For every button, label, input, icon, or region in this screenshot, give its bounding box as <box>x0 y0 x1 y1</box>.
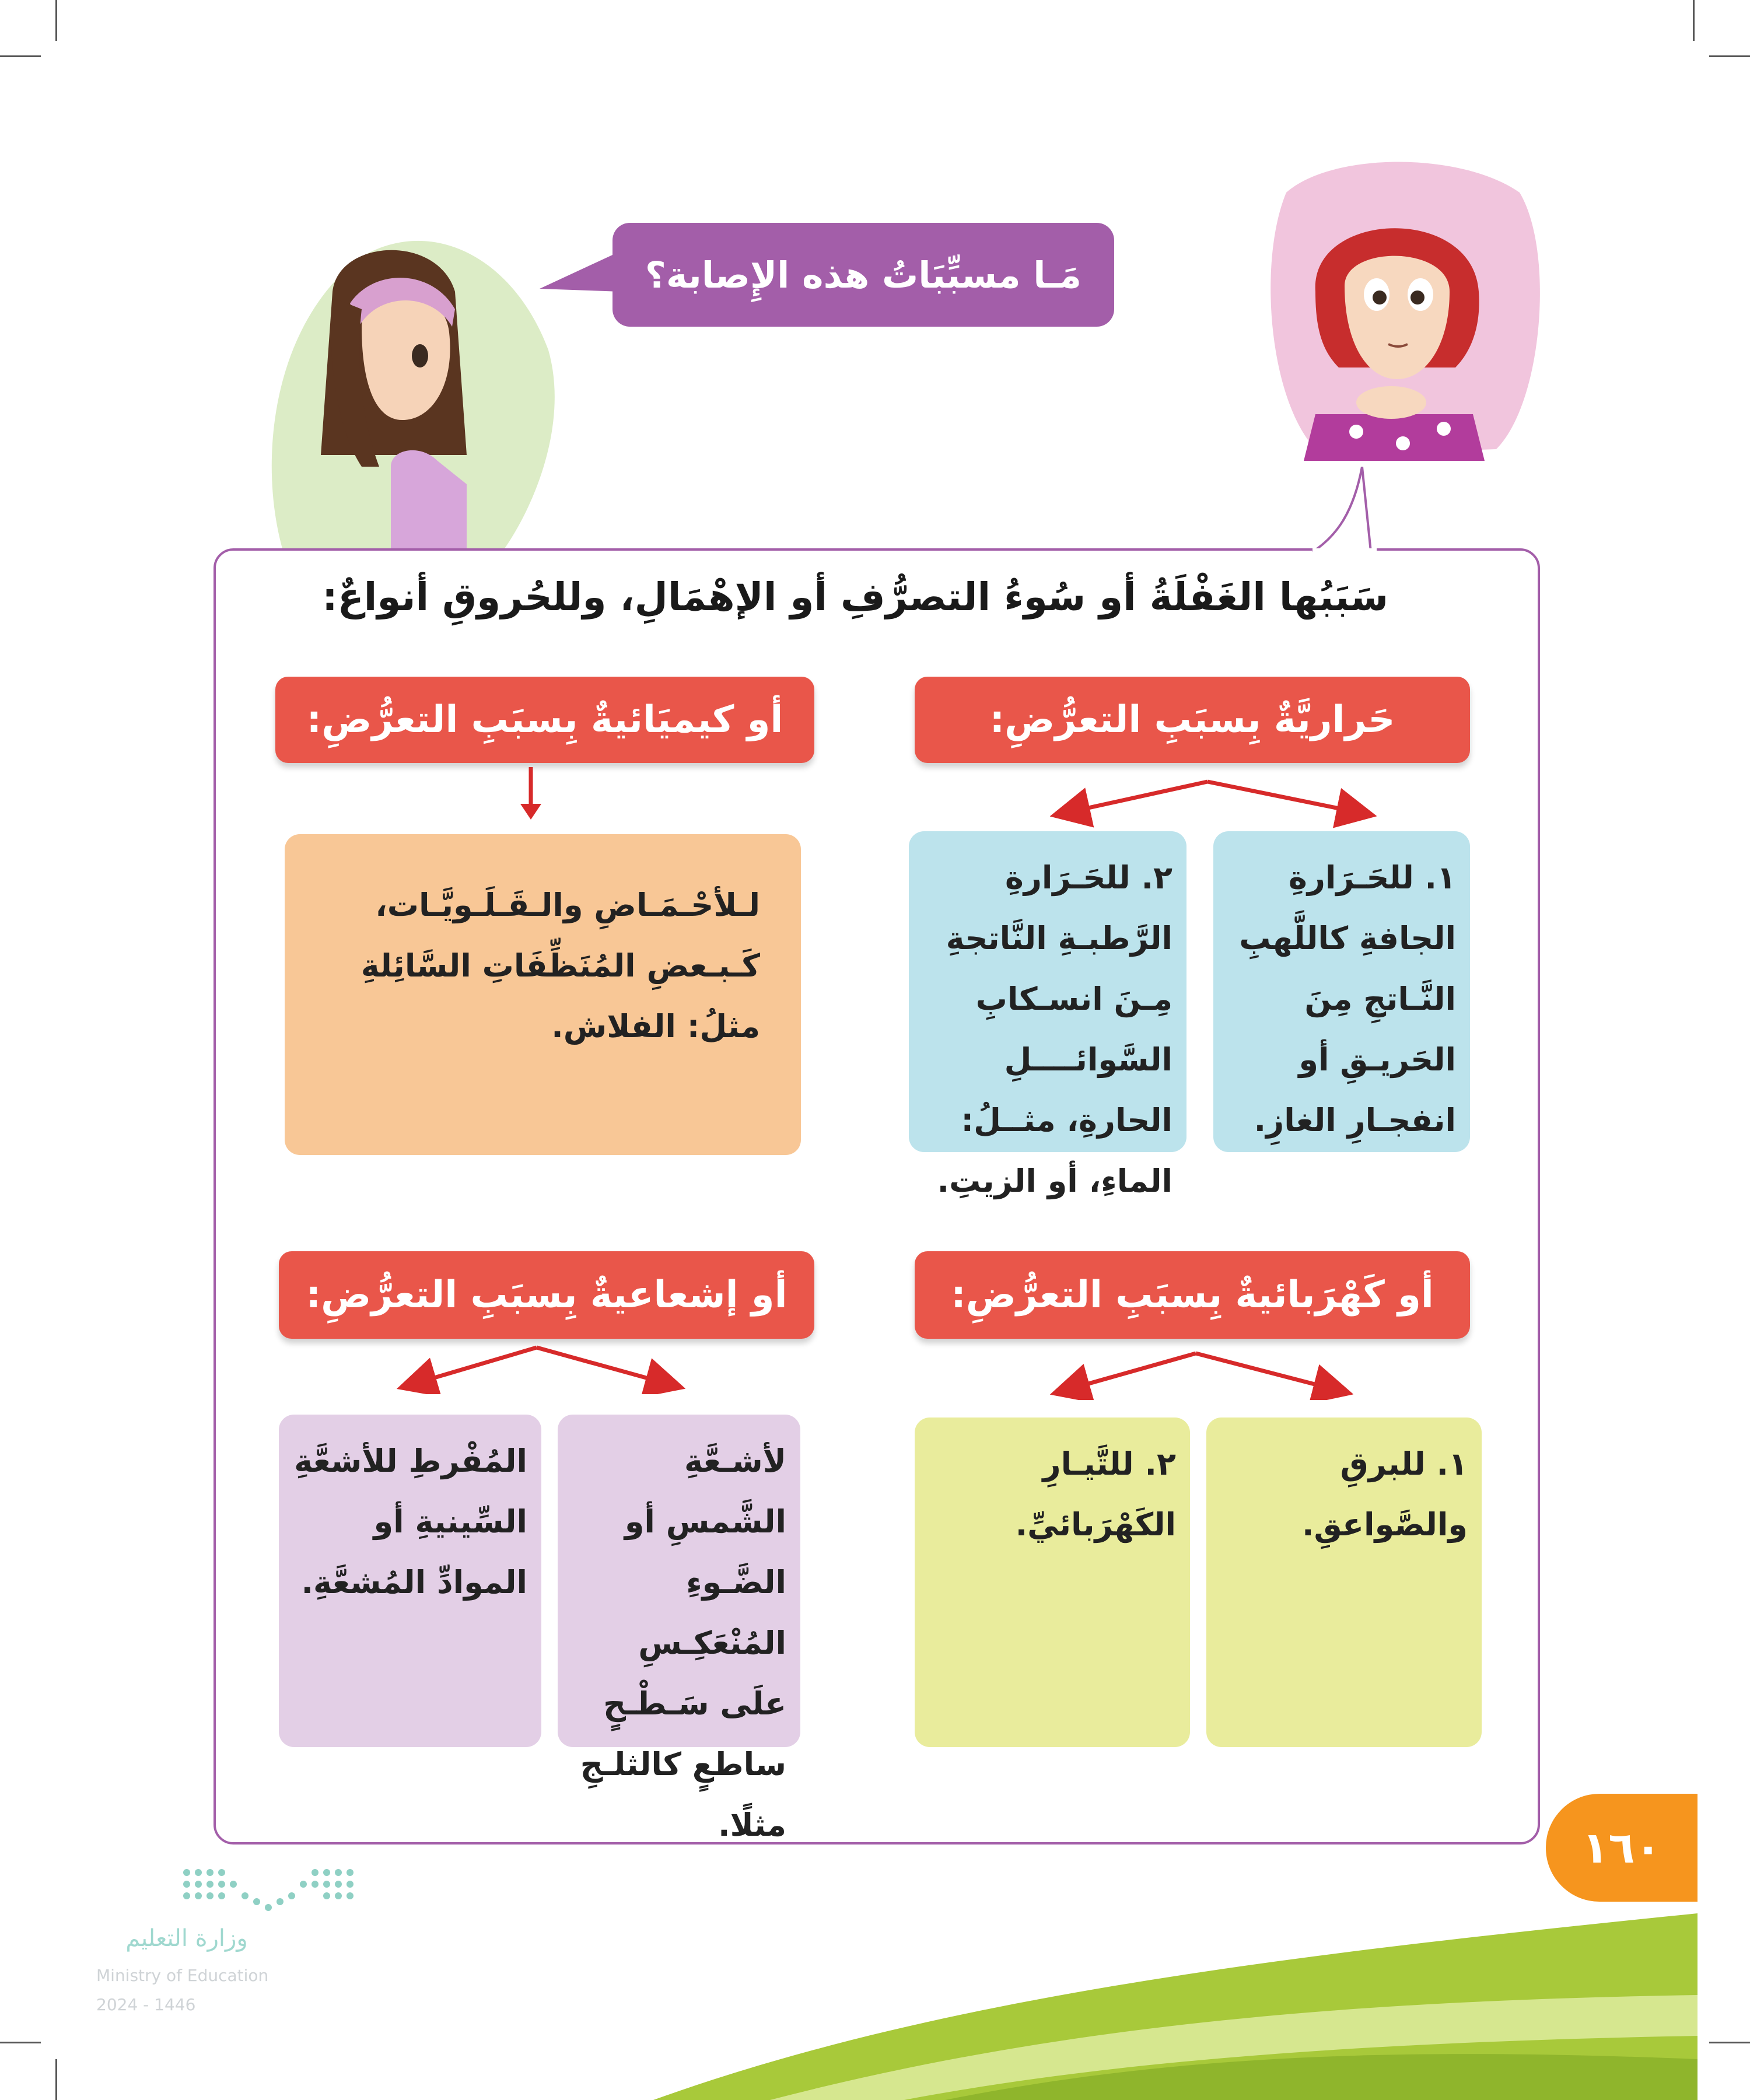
electrical-lightning-box: ١. للبرقِ والصَّواعقِ. <box>1206 1418 1482 1747</box>
radiation-sun-box: لأشـعَّةِ الشَّمسِ أو الضَّـوءِ المُنْعَكِـسِ علَى سَـطْـحٍ ساطعٍ كالثلـجِ مثلًا. <box>558 1415 800 1747</box>
split-arrow-radiation <box>397 1336 688 1394</box>
ministry-name-en: Ministry of Education <box>96 1966 269 1985</box>
frame-notch <box>1307 467 1388 554</box>
header-chemical: أو كيميَائيةٌ بِسبَبِ التعرُّضِ: <box>275 677 814 763</box>
page-number: ١٦٠ <box>1546 1794 1698 1902</box>
speech-bubble-tail <box>540 251 621 298</box>
crop-mark <box>1709 2042 1750 2043</box>
header-radiation: أو إشعاعيةٌ بِسبَبِ التعرُّضِ: <box>279 1251 814 1339</box>
chemical-box: لـلأحْـمَـاضِ والـقَـلَـويَّـات، كَـبـعضِ المُنَظِّفَاتِ السَّائِلةِ مثلُ: الفلاش. <box>285 834 801 1155</box>
split-arrow-electrical <box>1050 1342 1353 1400</box>
girl-illustration-left <box>245 210 572 560</box>
crop-mark <box>55 0 57 41</box>
decorative-swoosh <box>653 1908 1698 2100</box>
electrical-current-box: ٢. للتَّيـارِ الكَهْرَبائيِّ. <box>915 1418 1190 1747</box>
header-electrical: أو كَهْرَبائيةٌ بِسبَبِ التعرُّضِ: <box>915 1251 1470 1339</box>
speech-bubble: مَـا مسبِّبَاتُ هذه الإِصابة؟ <box>612 223 1114 327</box>
intro-text: سَبَبُها الغَفْلَةُ أو سُوءُ التصرُّفِ أو الإهْمَالِ، وللحُروقِ أنواعٌ: <box>322 575 1388 620</box>
thermal-dry-box: ١. للحَـرَارةِ الجافةِ كاللَّهبِ النَّـاتجِ مِنَ الحَريـقِ أو انفجـارِ الغازِ. <box>1213 831 1470 1152</box>
thermal-wet-box: ٢. للحَـرَارةِ الرَّطبـةِ النَّاتجةِ مِـنَ انسـكابِ السَّوائــــلِ الحارةِ، مثــلُ: الماءِ، أو الزيتِ. <box>909 831 1186 1152</box>
split-arrow-thermal <box>1050 770 1377 828</box>
ministry-year: 2024 - 1446 <box>96 1995 196 2014</box>
ministry-logo <box>175 1861 362 1919</box>
ministry-name-ar: وزارة التعليم <box>125 1925 248 1952</box>
girl-illustration-right <box>1251 158 1543 461</box>
radiation-xray-box: المُفْرطِ للأشعَّةِ السِّينيةِ أو الموادِّ المُشعَّةِ. <box>279 1415 541 1747</box>
down-arrow-chemical <box>513 764 548 822</box>
header-thermal: حَراريَّةٌ بِسبَبِ التعرُّضِ: <box>915 677 1470 763</box>
crop-mark <box>1709 55 1750 57</box>
crop-mark <box>0 2042 41 2043</box>
crop-mark <box>55 2059 57 2100</box>
crop-mark <box>1693 0 1695 41</box>
crop-mark <box>0 55 41 57</box>
